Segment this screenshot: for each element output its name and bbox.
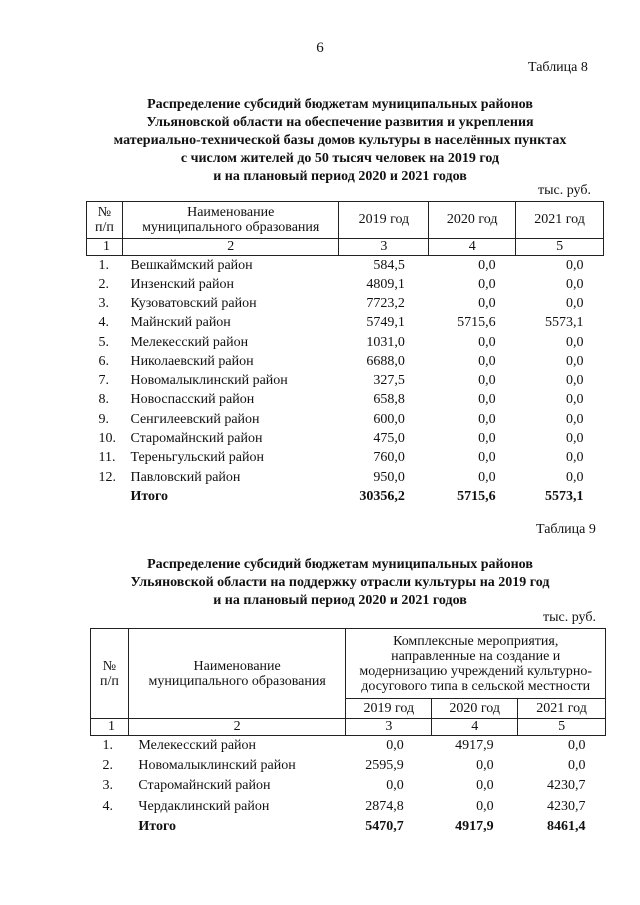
col-index: 4 <box>429 239 516 256</box>
value-2019: 6688,0 <box>366 353 405 369</box>
table-row <box>87 314 604 333</box>
district-name: Новомалыклинский район <box>130 373 288 389</box>
value-2019: 760,0 <box>373 450 405 466</box>
table8-header-name <box>122 202 338 239</box>
table-row <box>87 449 604 468</box>
table8-unit: тыс. руб. <box>538 183 591 198</box>
row-number: 7. <box>98 373 109 389</box>
table8-header-row <box>87 202 604 239</box>
value-2020: 0,0 <box>478 411 496 427</box>
table8-label: Таблица 8 <box>528 60 588 75</box>
table8-title-line: и на плановый период 2020 и 2021 годов <box>213 169 467 184</box>
table9-header-2020: 2020 год <box>432 699 518 719</box>
header-num-line1: № <box>97 205 112 220</box>
header-num-line2: п/п <box>95 220 114 235</box>
total-2021: 5573,1 <box>545 488 584 504</box>
value-2020: 0,0 <box>478 257 496 273</box>
district-name: Вешкаймский район <box>130 257 253 273</box>
row-number: 12. <box>98 469 116 485</box>
row-number: 5. <box>98 334 109 350</box>
table8-title-line: Распределение субсидий бюджетам муниципальных районов <box>147 97 533 112</box>
table9-title-line: Распределение субсидий бюджетам муниципальных районов <box>147 557 533 572</box>
header-name-line1: Наименование <box>193 658 281 674</box>
table8-title-line: с числом жителей до 50 тысяч человек на 2019 год <box>180 151 500 166</box>
value-2020: 0,0 <box>478 373 496 389</box>
value-2021: 4230,7 <box>547 798 586 814</box>
row-number: 2. <box>102 758 113 774</box>
table9-label: Таблица 9 <box>536 522 596 537</box>
table8-header-2021: 2021 год <box>516 202 604 239</box>
value-2020: 0,0 <box>476 758 494 774</box>
group-line: модернизацию учреждений культурно- <box>359 663 592 679</box>
col-index: 2 <box>122 239 338 256</box>
table8-title-line: материально-технической базы домов культуры в населённых пунктах <box>113 133 567 148</box>
table9 <box>90 628 606 837</box>
value-2021: 0,0 <box>566 257 584 273</box>
district-name: Майнский район <box>130 315 231 331</box>
value-2019: 5749,1 <box>366 315 405 331</box>
value-2021: 0,0 <box>568 737 586 753</box>
value-2020: 0,0 <box>478 392 496 408</box>
value-2019: 658,8 <box>373 392 405 408</box>
page-number: 6 <box>316 40 324 56</box>
total-2020: 5715,6 <box>457 488 496 504</box>
value-2021: 0,0 <box>566 334 584 350</box>
row-number: 2. <box>98 276 109 292</box>
value-2021: 4230,7 <box>547 778 586 794</box>
header-name-line1: Наименование <box>187 205 275 220</box>
district-name: Мелекесский район <box>130 334 249 350</box>
table8-title-line: Ульяновской области на обеспечение развития и укрепления <box>146 115 534 130</box>
value-2019: 0,0 <box>386 737 404 753</box>
table8-index-row <box>87 239 604 256</box>
header-num-line1: № <box>102 658 117 674</box>
value-2020: 0,0 <box>478 276 496 292</box>
table8-title <box>80 96 600 186</box>
value-2019: 1031,0 <box>366 334 405 350</box>
table9-title-line: и на плановый период 2020 и 2021 годов <box>213 593 467 608</box>
table-row <box>91 736 606 756</box>
district-name: Старомайнский район <box>138 778 271 794</box>
district-name: Новоспасский район <box>130 392 255 408</box>
table9-body <box>91 736 606 838</box>
district-name: Тереньгульский район <box>130 450 264 466</box>
value-2020: 5715,6 <box>457 315 496 331</box>
table-row <box>91 756 606 776</box>
total-row <box>91 817 606 837</box>
table-row <box>91 797 606 817</box>
table-row <box>87 371 604 390</box>
table9-header-row <box>91 629 606 699</box>
row-number: 4. <box>98 315 109 331</box>
total-2019: 30356,2 <box>359 488 405 504</box>
value-2021: 0,0 <box>566 450 584 466</box>
value-2020: 0,0 <box>478 450 496 466</box>
col-index: 2 <box>128 719 345 736</box>
header-name-line2: муниципального образования <box>148 673 326 689</box>
total-2021: 8461,4 <box>547 819 586 835</box>
group-line: досугового типа в сельской местности <box>361 678 591 694</box>
row-number: 10. <box>98 431 116 447</box>
district-name: Инзенский район <box>130 276 234 292</box>
table9-title-line: Ульяновской области на поддержку отрасли культуры на 2019 год <box>130 575 550 590</box>
row-number: 9. <box>98 411 109 427</box>
group-line: Комплексные мероприятия, <box>393 633 559 649</box>
value-2021: 0,0 <box>566 353 584 369</box>
value-2021: 0,0 <box>568 758 586 774</box>
value-2021: 0,0 <box>566 469 584 485</box>
table-row <box>87 468 604 487</box>
total-2020: 4917,9 <box>455 819 494 835</box>
total-2019: 5470,7 <box>365 819 404 835</box>
value-2019: 7723,2 <box>366 295 405 311</box>
col-index: 5 <box>516 239 604 256</box>
total-label: Итого <box>138 819 176 835</box>
row-number: 4. <box>102 798 113 814</box>
table8-header-num <box>87 202 123 239</box>
value-2019: 4809,1 <box>366 276 405 292</box>
col-index: 5 <box>518 719 606 736</box>
table9-header-2021: 2021 год <box>518 699 606 719</box>
total-blank <box>91 817 129 837</box>
table-row <box>91 776 606 796</box>
table9-index-row <box>91 719 606 736</box>
table-row <box>87 256 604 276</box>
table9-header-group <box>346 629 606 699</box>
value-2020: 0,0 <box>476 798 494 814</box>
value-2020: 0,0 <box>476 778 494 794</box>
table-row <box>87 410 604 429</box>
table-row <box>87 391 604 410</box>
district-name: Мелекесский район <box>138 737 257 753</box>
value-2019: 600,0 <box>373 411 405 427</box>
table-row <box>87 333 604 352</box>
col-index: 1 <box>87 239 123 256</box>
value-2021: 0,0 <box>566 411 584 427</box>
district-name: Новомалыклинский район <box>138 758 296 774</box>
table8 <box>86 201 604 507</box>
value-2019: 475,0 <box>373 431 405 447</box>
value-2019: 0,0 <box>386 778 404 794</box>
value-2020: 4917,9 <box>455 737 494 753</box>
value-2020: 0,0 <box>478 469 496 485</box>
table9-header-2019: 2019 год <box>346 699 432 719</box>
value-2019: 327,5 <box>373 373 405 389</box>
table8-body <box>87 256 604 507</box>
district-name: Николаевский район <box>130 353 254 369</box>
total-row <box>87 487 604 506</box>
table8-header-2019: 2019 год <box>339 202 429 239</box>
row-number: 3. <box>98 295 109 311</box>
district-name: Чердаклинский район <box>138 798 270 814</box>
value-2021: 0,0 <box>566 295 584 311</box>
total-label: Итого <box>130 488 169 504</box>
header-num-line2: п/п <box>100 673 119 689</box>
row-number: 1. <box>98 257 109 273</box>
col-index: 3 <box>346 719 432 736</box>
row-number: 11. <box>98 450 116 466</box>
table-row <box>87 294 604 313</box>
district-name: Старомайнский район <box>130 431 263 447</box>
district-name: Павловский район <box>130 469 241 485</box>
row-number: 3. <box>102 778 113 794</box>
table-row <box>87 352 604 371</box>
table-row <box>87 429 604 448</box>
value-2020: 0,0 <box>478 431 496 447</box>
value-2019: 584,5 <box>373 257 405 273</box>
value-2019: 950,0 <box>373 469 405 485</box>
table9-title <box>80 556 600 610</box>
table9-header-num <box>91 629 129 719</box>
row-number: 1. <box>102 737 113 753</box>
col-index: 1 <box>91 719 129 736</box>
value-2021: 0,0 <box>566 392 584 408</box>
value-2021: 0,0 <box>566 431 584 447</box>
district-name: Сенгилеевский район <box>130 411 260 427</box>
table9-unit: тыс. руб. <box>543 610 596 625</box>
value-2020: 0,0 <box>478 295 496 311</box>
header-name-line2: муниципального образования <box>142 220 320 235</box>
value-2020: 0,0 <box>478 353 496 369</box>
district-name: Кузоватовский район <box>130 295 257 311</box>
value-2021: 0,0 <box>566 276 584 292</box>
value-2019: 2874,8 <box>365 798 404 814</box>
table-row <box>87 275 604 294</box>
col-index: 4 <box>432 719 518 736</box>
total-blank <box>87 487 123 506</box>
table9-header-name <box>128 629 345 719</box>
col-index: 3 <box>339 239 429 256</box>
value-2021: 0,0 <box>566 373 584 389</box>
table8-header-2020: 2020 год <box>429 202 516 239</box>
value-2021: 5573,1 <box>545 315 584 331</box>
row-number: 6. <box>98 353 109 369</box>
value-2019: 2595,9 <box>365 758 404 774</box>
group-line: направленные на создание и <box>391 648 561 664</box>
row-number: 8. <box>98 392 109 408</box>
value-2020: 0,0 <box>478 334 496 350</box>
